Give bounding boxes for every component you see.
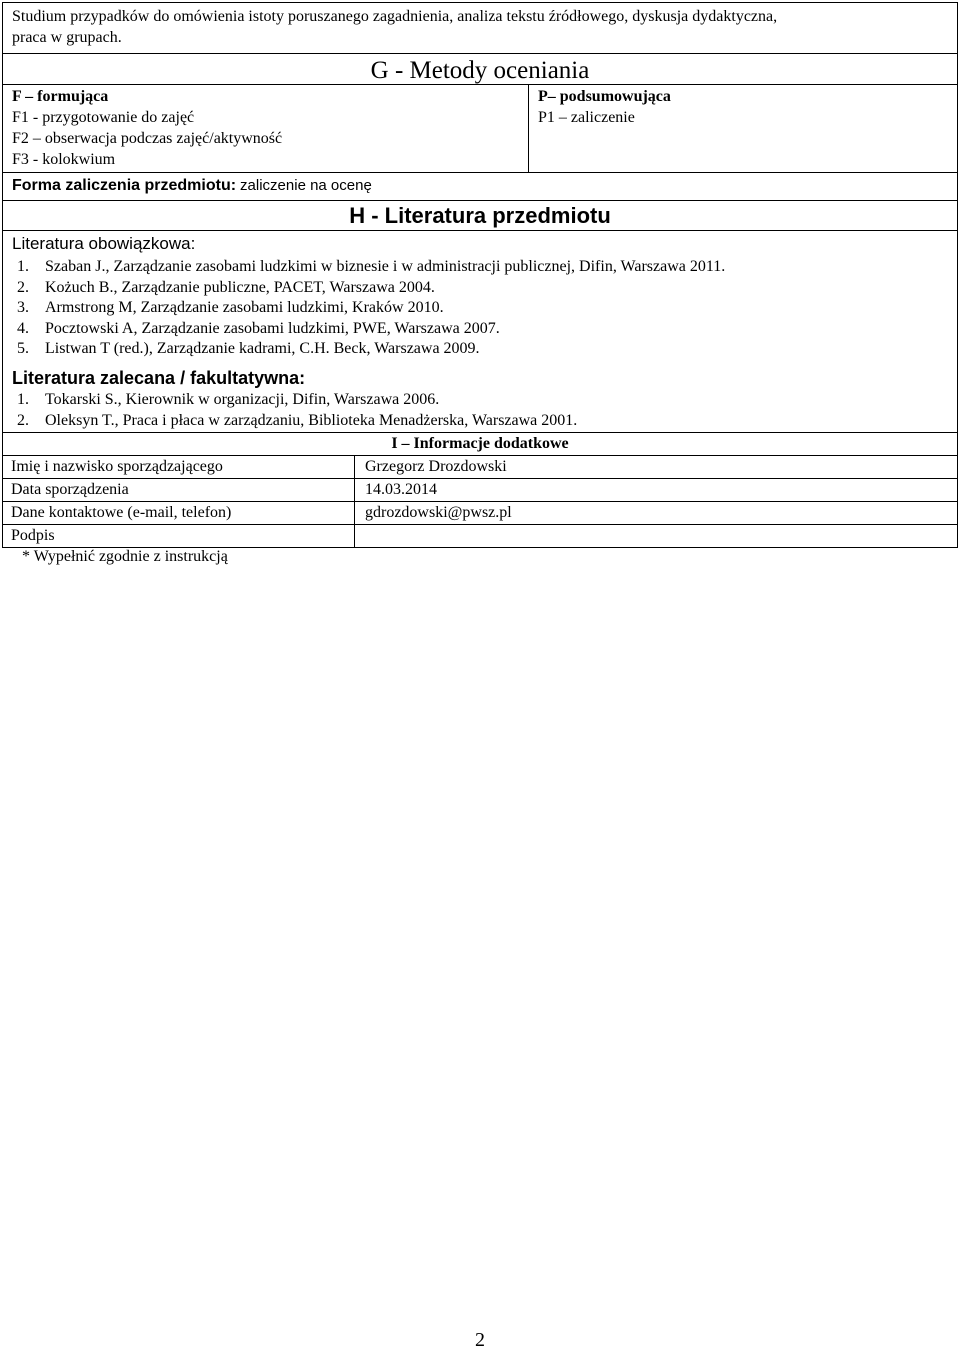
intro-line-2: praca w grupach. — [12, 29, 122, 46]
info-label: Imię i nazwisko sporządzającego — [3, 456, 355, 479]
intro-box — [2, 2, 958, 54]
list-item: 5. Listwan T (red.), Zarządzanie kadrami, C.H. Beck, Warszawa 2009. — [17, 340, 480, 357]
table-row — [3, 525, 958, 548]
table-row — [3, 456, 958, 479]
list-item: 1. Tokarski S., Kierownik w organizacji, Difin, Warszawa 2006. — [17, 391, 440, 408]
formative-item-3: F3 - kolokwium — [12, 151, 116, 168]
summative-item-1: P1 – zaliczenie — [538, 109, 635, 126]
section-i-title: I – Informacje dodatkowe — [3, 432, 958, 456]
required-literature-list — [3, 257, 725, 360]
table-row — [3, 479, 958, 502]
completion-label: Forma zaliczenia przedmiotu: — [12, 177, 237, 194]
section-h-box — [2, 200, 958, 433]
formative-item-1: F1 - przygotowanie do zajęć — [12, 109, 195, 126]
formative-heading: F – formująca — [12, 88, 109, 105]
list-item: 2. Kożuch B., Zarządzanie publiczne, PACET, Warszawa 2004. — [17, 278, 435, 296]
required-literature-label: Literatura obowiązkowa: — [12, 234, 196, 253]
info-value: Grzegorz Drozdowski — [355, 456, 958, 479]
completion-form — [12, 174, 372, 198]
info-value: gdrozdowski@pwsz.pl — [355, 502, 958, 525]
table-row — [3, 502, 958, 525]
recommended-literature-label: Literatura zalecana / fakultatywna: — [12, 368, 306, 388]
section-g-title: G - Metody oceniania — [370, 57, 590, 84]
info-value — [355, 525, 958, 548]
completion-value: zaliczenie na ocenę — [240, 177, 372, 194]
summative-heading: P– podsumowująca — [538, 88, 671, 105]
list-item: 1. Szaban J., Zarządzanie zasobami ludzkimi w biznesie i w administracji publicznej, Difin, Warszawa 2011. — [17, 258, 726, 275]
list-item: 2. Oleksyn T., Praca i płaca w zarządzaniu, Biblioteka Menadżerska, Warszawa 2001. — [17, 411, 578, 429]
page-number: 2 — [475, 1329, 485, 1351]
section-g-box — [2, 53, 958, 201]
intro-line-1: Studium przypadków do omówienia istoty poruszanego zagadnienia, analiza tekstu źródłowego, dyskusja dydaktyczna, — [12, 8, 778, 25]
list-item: 3. Armstrong M, Zarządzanie zasobami ludzkimi, Kraków 2010. — [17, 299, 444, 316]
info-label: Data sporządzenia — [3, 479, 355, 502]
additional-info-table — [2, 432, 958, 548]
recommended-literature-list — [3, 390, 577, 431]
section-h-title: H - Literatura przedmiotu — [349, 203, 611, 228]
info-value: 14.03.2014 — [355, 479, 958, 502]
list-item: 4. Pocztowski A, Zarządzanie zasobami ludzkimi, PWE, Warszawa 2007. — [17, 319, 500, 337]
footnote: * Wypełnić zgodnie z instrukcją — [22, 548, 228, 565]
info-label: Dane kontaktowe (e-mail, telefon) — [3, 502, 355, 525]
formative-item-2: F2 – obserwacja podczas zajęć/aktywność — [12, 130, 283, 147]
info-label: Podpis — [3, 525, 355, 548]
